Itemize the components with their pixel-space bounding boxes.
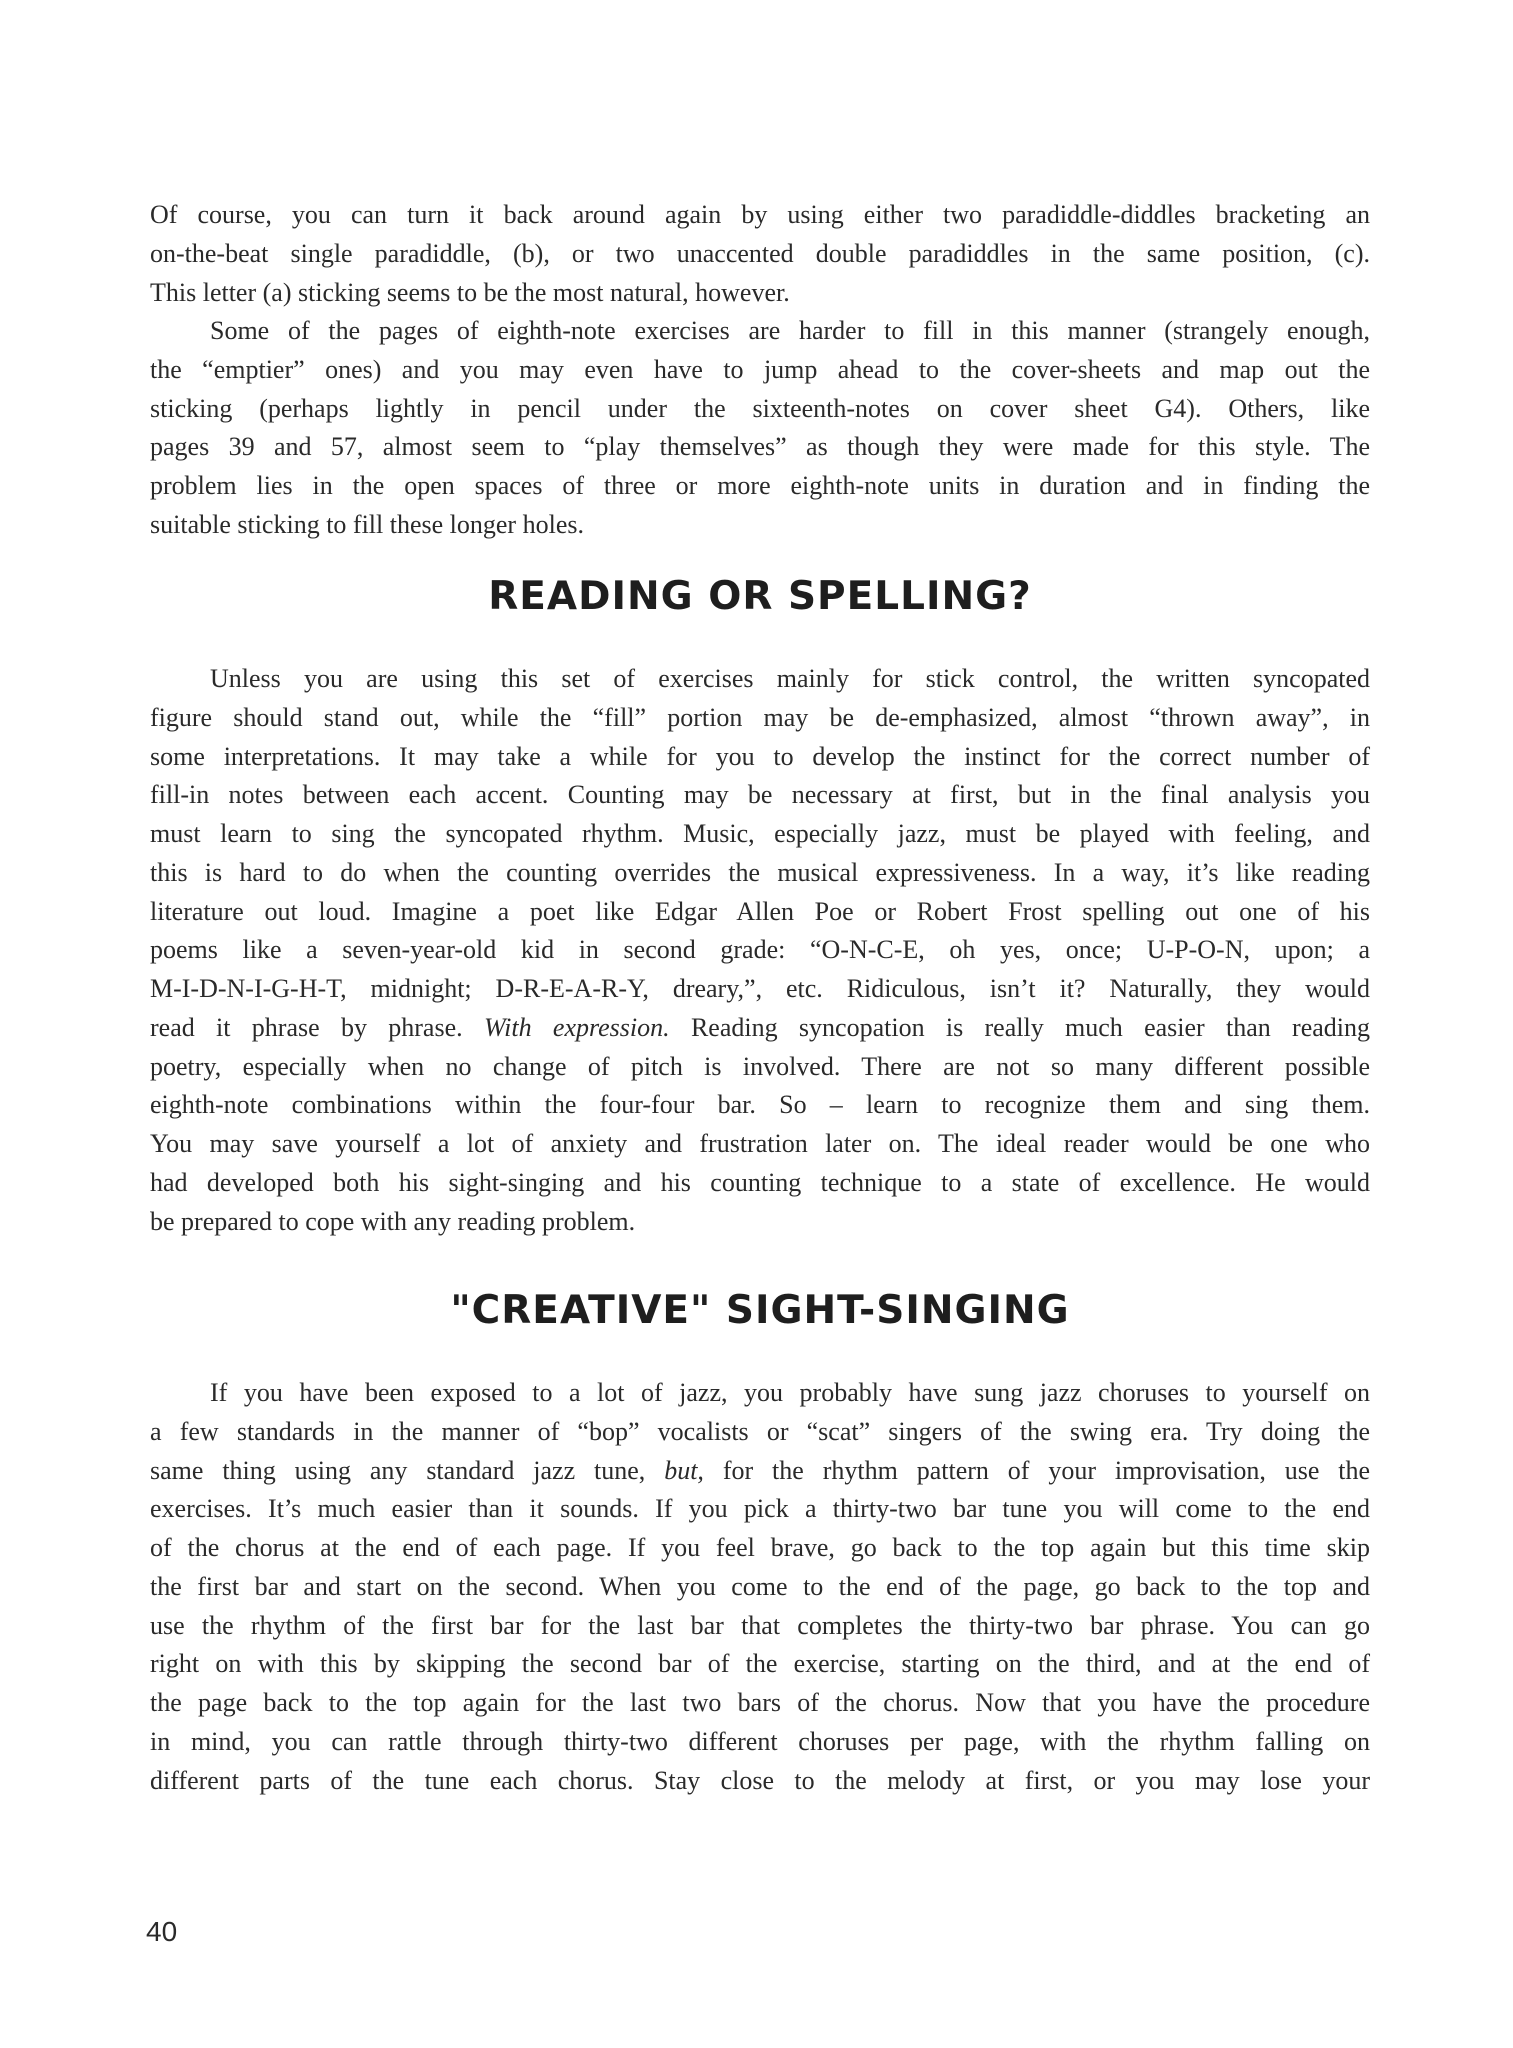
text-line: use the rhythm of the first bar for the last bar that completes the thirty-two bar phrase. You can go [150,1610,1370,1640]
text-line: had developed both his sight-singing and his counting technique to a state of excellence. He would [150,1167,1370,1197]
text-line: exercises. It’s much easier than it sounds. If you pick a thirty-two bar tune you will come to the end [150,1494,1370,1524]
text-line: literature out loud. Imagine a poet like Edgar Allen Poe or Robert Frost spelling out one of his [150,896,1370,926]
text-line: some interpretations. It may take a while for you to develop the instinct for the correct number of [150,741,1370,771]
text-run: for the rhythm pattern of your improvisation, use the [722,1455,1371,1485]
text-line: right on with this by skipping the second bar of the exercise, starting on the third, and at the end of [150,1649,1370,1679]
section-heading-reading-or-spelling: READING OR SPELLING? [488,574,1032,619]
text-line: problem lies in the open spaces of three or more eighth-note units in duration and in finding the [150,471,1370,500]
text-line: suitable sticking to fill these longer holes. [150,509,584,539]
paragraph-2 [150,312,1370,545]
text-line: pages 39 and 57, almost seem to “play themselves” as though they were made for this style. The [150,432,1370,462]
page-number: 40 [146,1916,178,1947]
text-line: This letter (a) sticking seems to be the most natural, however. [150,277,790,307]
text-line: poems like a seven-year-old kid in second grade: “O-N-C-E, oh yes, once; U-P-O-N, upon; a [150,935,1370,965]
text-line: You may save yourself a lot of anxiety and frustration later on. The ideal reader would be one who [150,1129,1370,1158]
text-line-with-italic [150,1009,1370,1048]
text-line: poetry, especially when no change of pitch is involved. There are not so many different possible [150,1051,1370,1081]
text-line: be prepared to cope with any reading problem. [150,1206,636,1236]
text-run: same thing using any standard jazz tune, [150,1455,646,1485]
text-line: the first bar and start on the second. When you come to the end of the page, go back to the top and [150,1571,1370,1601]
text-line: the page back to the top again for the last two bars of the chorus. Now that you have the procedure [150,1688,1370,1717]
text-line: eighth-note combinations within the four-four bar. So – learn to recognize them and sing them. [150,1090,1370,1120]
text-line: the “emptier” ones) and you may even have to jump ahead to the cover-sheets and map out the [150,354,1370,384]
text-line: Some of the pages of eighth-note exercises are harder to fill in this manner (strangely enough, [210,316,1370,345]
text-line: must learn to sing the syncopated rhythm. Music, especially jazz, must be played with feeling, and [150,819,1370,848]
text-line: fill-in notes between each accent. Counting may be necessary at first, but in the final analysis you [150,780,1370,810]
text-line: Of course, you can turn it back around again by using either two paradiddle-diddles bracketing an [150,200,1370,229]
text-run: read it phrase by phrase. [150,1012,463,1042]
italic-emphasis: but, [664,1455,704,1485]
text-line-with-italic [150,1452,1370,1491]
text-line: figure should stand out, while the “fill” portion may be de-emphasized, almost “thrown away”, in [150,702,1370,732]
text-line: Unless you are using this set of exercises mainly for stick control, the written syncopated [210,664,1370,693]
paragraph-1 [150,196,1370,312]
text-line: in mind, you can rattle through thirty-two different choruses per page, with the rhythm falling on [150,1726,1370,1756]
text-line: a few standards in the manner of “bop” vocalists or “scat” singers of the swing era. Try doing the [150,1416,1370,1446]
paragraph-4 [150,1374,1370,1800]
section-heading-creative-sight-singing: "CREATIVE" SIGHT-SINGING [450,1288,1070,1333]
text-line: If you have been exposed to a lot of jazz, you probably have sung jazz choruses to yourself on [210,1378,1370,1407]
text-line: different parts of the tune each chorus. Stay close to the melody at first, or you may lose your [150,1765,1370,1795]
paragraph-3 [150,660,1370,1241]
text-line: sticking (perhaps lightly in pencil under the sixteenth-notes on cover sheet G4). Others, like [150,393,1370,423]
italic-emphasis: With expression. [483,1012,670,1042]
text-line: of the chorus at the end of each page. If you feel brave, go back to the top again but this time skip [150,1533,1370,1562]
text-line: this is hard to do when the counting overrides the musical expressiveness. In a way, it’s like reading [150,857,1370,887]
text-line: M-I-D-N-I-G-H-T, midnight; D-R-E-A-R-Y, dreary,”, etc. Ridiculous, isn’t it? Naturally, they would [150,974,1370,1003]
text-run: Reading syncopation is really much easier than reading [690,1012,1371,1042]
text-line: on-the-beat single paradiddle, (b), or two unaccented double paradiddles in the same position, (c). [150,238,1370,268]
